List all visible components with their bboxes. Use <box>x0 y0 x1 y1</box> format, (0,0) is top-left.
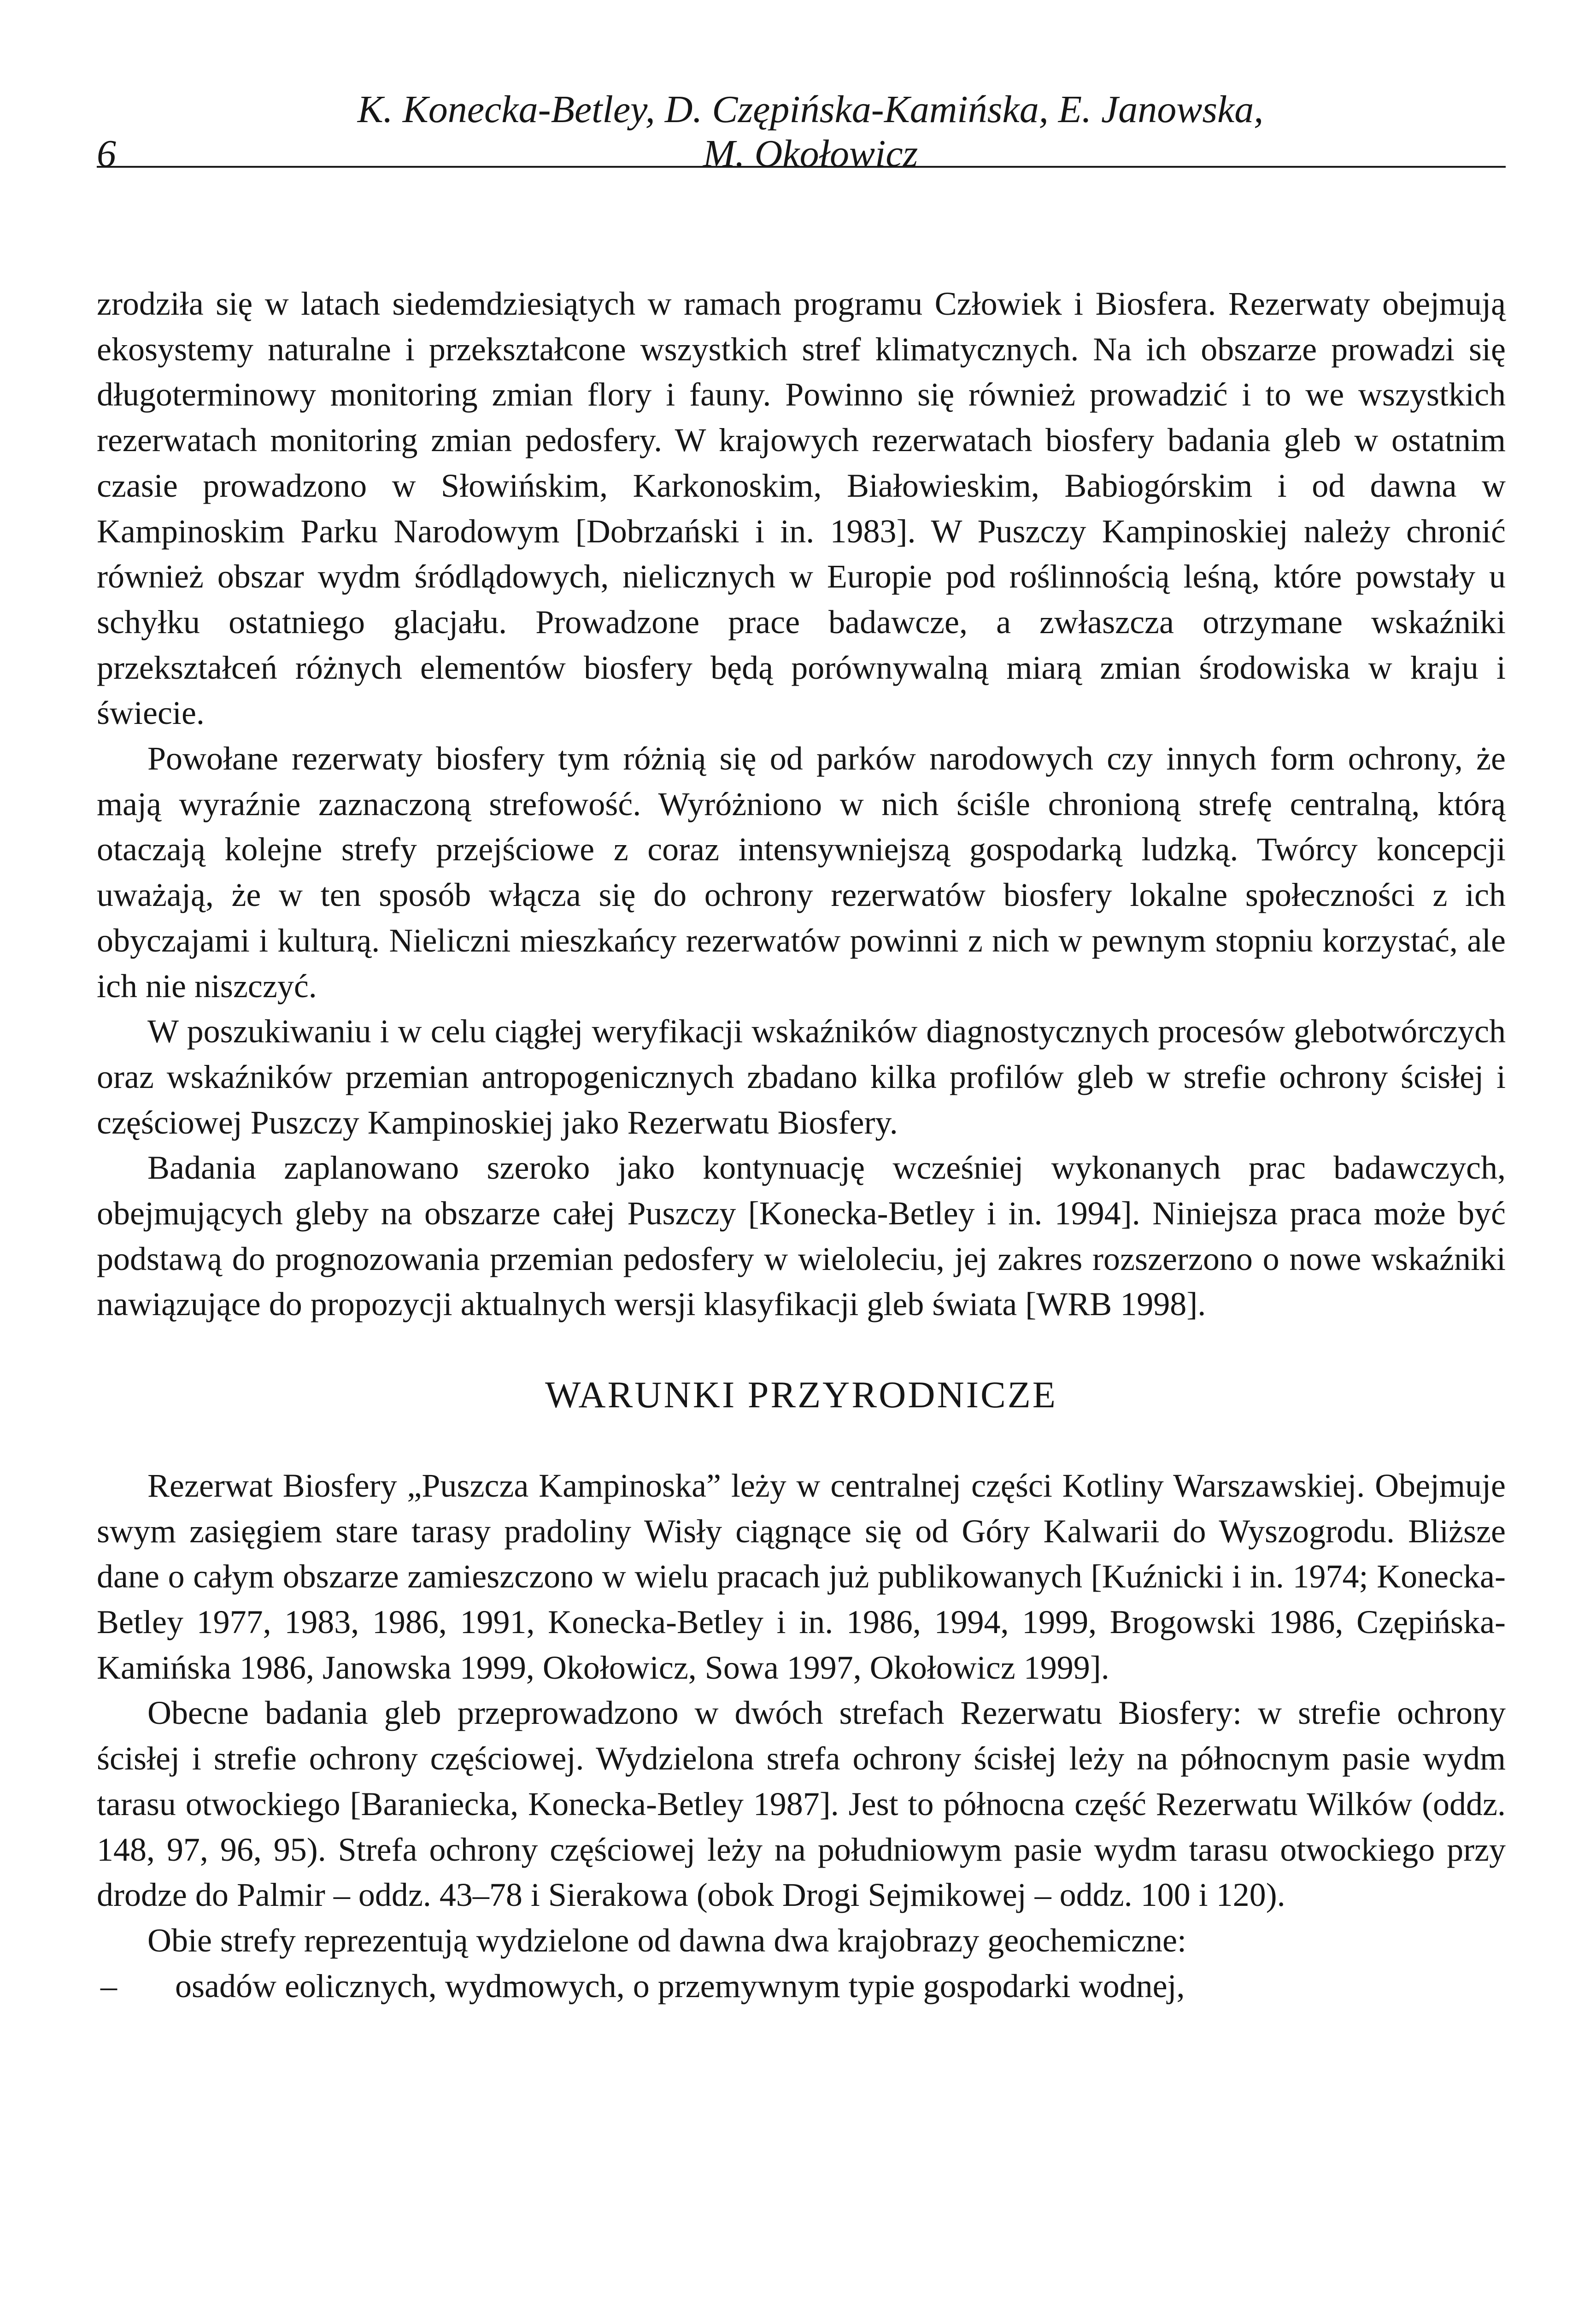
page-number: 6 <box>97 132 116 175</box>
paragraph: Powołane rezerwaty biosfery tym różnią się od parków narodowych czy innych form ochrony, że mają wyraźnie zaznaczoną strefowość. Wyróżniono w nich ściśle chronioną strefę centralną, którą otaczają kolejne strefy przejściowe z coraz intensywniejszą gospodarką ludzką. Twórcy koncepcji uważają, że w ten sposób włącza się do ochrony rezerwatów biosfery lokalne społeczności z ich obyczajami i kulturą. Nieliczni mieszkańcy rezerwatów powinni z nich w pewnym stopniu korzystać, ale ich nie niszczyć. <box>97 740 1506 1005</box>
paragraph: Badania zaplanowano szeroko jako kontynuację wcześniej wykonanych prac badawczych, obejmujących gleby na obszarze całej Puszczy [Konecka-Betley i in. 1994]. Niniejsza praca może być podstawą do prognozowania przemian pedosfery w wieloleciu, jej zakres rozszerzono o nowe wskaźniki nawiązujące do propozycji aktualnych wersji klasyfikacji gleb świata [WRB 1998]. <box>97 1149 1506 1323</box>
section-heading: WARUNKI PRZYRODNICZE <box>545 1374 1057 1416</box>
list-item <box>97 1963 1506 2009</box>
paragraph: W poszukiwaniu i w celu ciągłej weryfikacji wskaźników diagnostycznych procesów glebotwórczych oraz wskaźników przemian antropogenicznych zbadano kilka profilów gleb w strefie ochrony ścisłej i częściowej Puszczy Kampinoskiej jako Rezerwatu Biosfery. <box>97 1013 1506 1141</box>
paragraph: Rezerwat Biosfery „Puszcza Kampinoska” leży w centralnej części Kotliny Warszawskiej. Obejmuje swym zasięgiem stare tarasy pradoliny Wisły ciągnące się od Góry Kalwarii do Wyszogrodu. Bliższe dane o całym obszarze zamieszczono w wielu pracach już publikowanych [Kuźnicki i in. 1974; Konecka-Betley 1977, 1983, 1986, 1991, Konecka-Betley i in. 1986, 1994, 1999, Brogowski 1986, Czępińska-Kamińska 1986, Janowska 1999, Okołowicz, Sowa 1997, Okołowicz 1999]. <box>97 1467 1506 1686</box>
header-authors-line-1: K. Konecka-Betley, D. Czępińska-Kamińska, E. Janowska, <box>357 88 1264 131</box>
paragraph: Obecne badania gleb przeprowadzono w dwóch strefach Rezerwatu Biosfery: w strefie ochrony ścisłej i strefie ochrony częściowej. Wydzielona strefa ochrony ścisłej leży na północnym pasie wydm tarasu otwockiego [Baraniecka, Konecka-Betley 1987]. Jest to północna część Rezerwatu Wilków (oddz. 148, 97, 96, 95). Strefa ochrony częściowej leży na południowym pasie wydm tarasu otwockiego przy drodze do Palmir – oddz. 43–78 i Sierakowa (obok Drogi Sejmikowej – oddz. 100 i 120). <box>97 1694 1506 1914</box>
paragraph: Obie strefy reprezentują wydzielone od dawna dwa krajobrazy geochemiczne: <box>147 1922 1186 1959</box>
header-authors-line-2: M. Okołowicz <box>703 132 918 175</box>
running-header <box>97 88 1506 175</box>
list-dash-marker: – <box>100 1967 117 2004</box>
paragraph-continued: zrodziła się w latach siedemdziesiątych w ramach programu Człowiek i Biosfera. Rezerwaty obejmują ekosystemy naturalne i przekształcone wszystkich stref klimatycznych. Na ich obszarze prowadzi się długoterminowy monitoring zmian flory i fauny. Powinno się również prowadzić i to we wszystkich rezerwatach monitoring zmian pedosfery. W krajowych rezerwatach biosfery badania gleb w ostatnim czasie prowadzono w Słowińskim, Karkonoskim, Białowieskim, Babiogórskim i od dawna w Kampinoskim Parku Narodowym [Dobrzański i in. 1983]. W Puszczy Kampinoskiej należy chronić również obszar wydm śródlądowych, nielicznych w Europie pod roślinnością leśną, które powstały u schyłku ostatniego glacjału. Prowadzone prace badawcze, a zwłaszcza otrzymane wskaźniki przekształceń różnych elementów biosfery będą porównywalną miarą zmian środowiska w kraju i świecie. <box>97 285 1506 732</box>
header-authors <box>97 88 1506 176</box>
list-item-text: osadów eolicznych, wydmowych, o przemywnym typie gospodarki wodnej, <box>175 1967 1185 2004</box>
body-text <box>97 281 1506 2009</box>
